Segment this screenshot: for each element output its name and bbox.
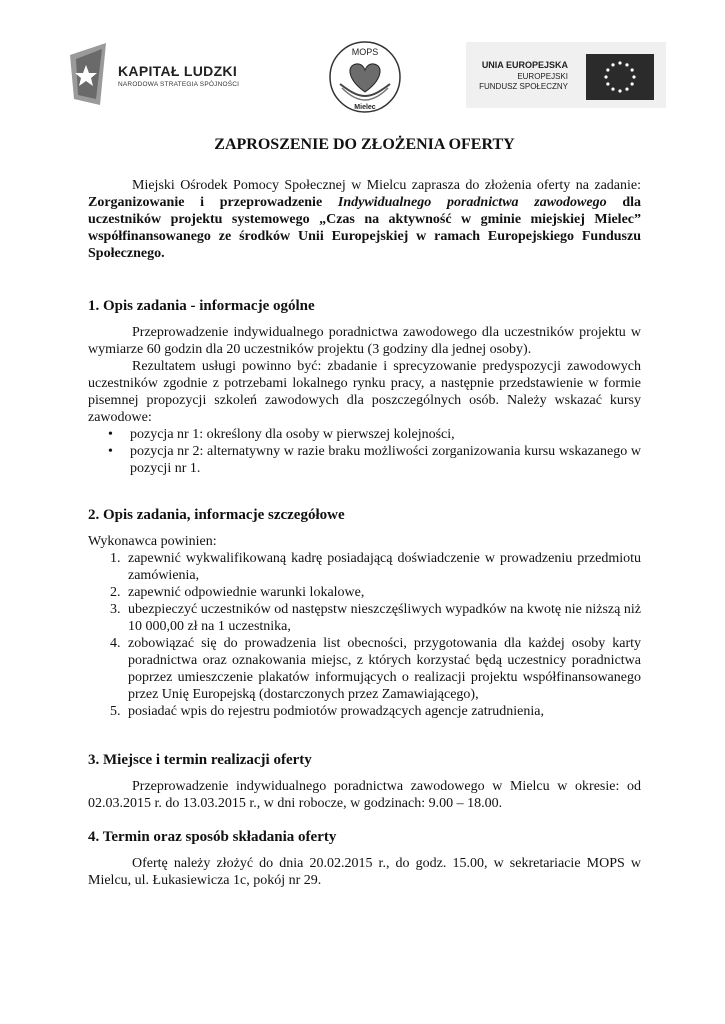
eu-star-icon <box>625 88 628 91</box>
list-item <box>110 550 641 584</box>
kapital-ludzki-logo <box>66 43 266 107</box>
section2-numbered-list <box>88 550 641 720</box>
document-body <box>88 136 641 889</box>
list-item-number: 2. <box>110 585 121 600</box>
eu-star-icon <box>611 63 614 66</box>
list-item-text: zapewnić odpowiednie warunki lokalowe, <box>128 585 365 600</box>
header-logos <box>66 40 666 112</box>
list-item <box>108 443 641 477</box>
mops-logo <box>328 40 402 114</box>
list-item <box>110 601 641 635</box>
section2-lead: Wykonawca powinien: <box>88 534 217 549</box>
section3-paragraph: Przeprowadzenie indywidualnego poradnictwa zawodowego w Mielcu w okresie: od 02.03.2015 r. do 13.03.2015 r., w dni robocze, w godzinach: 9.00 – 18.00. <box>88 779 641 811</box>
eu-logo-line2: EUROPEJSKI <box>517 72 568 81</box>
mops-logo-top-text: MOPS <box>351 47 379 57</box>
eu-flag-icon <box>586 54 654 100</box>
eu-logo-line1: UNIA EUROPEJSKA <box>481 60 568 70</box>
mops-logo-bottom-text: Mielec <box>354 104 376 111</box>
section1-heading: 1. Opis zadania - informacje ogólne <box>88 298 315 314</box>
intro-paragraph <box>88 177 641 262</box>
kapital-ludzki-emblem <box>66 43 112 107</box>
list-item-text: posiadać wpis do rejestru podmiotów prowadzących agencje zatrudnienia, <box>128 704 544 719</box>
section3-heading: 3. Miejsce i termin realizacji oferty <box>88 752 312 768</box>
eu-logo-line3: FUNDUSZ SPOŁECZNY <box>479 82 568 91</box>
eu-star-icon <box>631 68 634 71</box>
kapital-ludzki-title: KAPITAŁ LUDZKI <box>118 63 238 79</box>
section4-heading: 4. Termin oraz sposób składania oferty <box>88 829 337 845</box>
list-item <box>110 703 641 720</box>
list-item-number: 3. <box>110 602 121 617</box>
intro-bold-continuation: dla uczestników projektu systemowego „Czas na aktywność w gminie miejskiej Mielec” współfinansowanego ze środków Unii Europejskiej w ramach Europejskiego Funduszu Społecznego. <box>88 195 641 261</box>
intro-bold-text: Zorganizowanie i przeprowadzenie <box>88 195 338 210</box>
section1-bullet-list <box>88 426 641 477</box>
eu-star-icon <box>618 89 621 92</box>
list-item <box>110 635 641 703</box>
section1-paragraph2: Rezultatem usługi powinno być: zbadanie i sprecyzowanie predyspozycji zawodowych uczestników zgodnie z potrzebami lokalnego rynku pracy, a następnie przedstawienie w formie pisemnej propozycji szkoleń zawodowych dla poszczególnych osób. Należy wskazać kursy zawodowe: <box>88 359 641 425</box>
list-item-text: pozycja nr 1: określony dla osoby w pierwszej kolejności, <box>130 427 455 442</box>
list-item-text: pozycja nr 2: alternatywny w razie braku możliwości zorganizowania kursu wskazanego w pozycji nr 1. <box>130 444 641 476</box>
section2-heading: 2. Opis zadania, informacje szczegółowe <box>88 507 345 523</box>
bullet-icon: • <box>108 444 113 459</box>
eu-star-icon <box>618 61 621 64</box>
kapital-ludzki-subtitle: NARODOWA STRATEGIA SPÓJNOŚCI <box>118 81 240 88</box>
eu-star-icon <box>632 75 635 78</box>
list-item <box>108 426 641 443</box>
intro-bold-italic-text: Indywidualnego poradnictwa zawodowego <box>337 195 607 210</box>
eu-star-icon <box>625 63 628 66</box>
eu-star-icon <box>611 88 614 91</box>
eu-logo <box>466 42 666 108</box>
eu-star-icon <box>606 82 609 85</box>
section4-paragraph: Ofertę należy złożyć do dnia 20.02.2015 r., do godz. 15.00, w sekretariacie MOPS w Mielcu, ul. Łukasiewicza 1c, pokój nr 29. <box>88 856 641 888</box>
list-item-number: 1. <box>110 551 121 566</box>
section1-paragraph1: Przeprowadzenie indywidualnego poradnictwa zawodowego dla uczestników projektu w wymiarze 60 godzin dla 20 uczestników projektu (3 godziny dla jednej osoby). <box>88 325 641 357</box>
eu-star-icon <box>606 68 609 71</box>
list-item <box>110 584 641 601</box>
list-item-number: 4. <box>110 636 121 651</box>
list-item-text: zobowiązać się do prowadzenia list obecności, przygotowania dla każdej osoby karty poradnictwa oraz oznakowania miejsc, z których korzystać będą uczestnicy poradnictwa poprzez umieszczenie plakatów informujących o realizacji projektu współfinansowanego przez Unię Europejską (dostarczonych przez Zamawiającego), <box>128 636 641 702</box>
list-item-number: 5. <box>110 704 121 719</box>
bullet-icon: • <box>108 427 113 442</box>
document-title: ZAPROSZENIE DO ZŁOŻENIA OFERTY <box>214 136 515 153</box>
list-item-text: zapewnić wykwalifikowaną kadrę posiadającą doświadczenie w prowadzeniu przedmiotu zamówienia, <box>128 551 641 583</box>
eu-star-icon <box>631 82 634 85</box>
intro-plain-text: Miejski Ośrodek Pomocy Społecznej w Mielcu zaprasza do złożenia oferty na zadanie: <box>132 178 641 193</box>
list-item-text: ubezpieczyć uczestników od następstw nieszczęśliwych wypadków na kwotę nie niższą niż 10 000,00 zł na 1 uczestnika, <box>128 602 641 634</box>
eu-star-icon <box>604 75 607 78</box>
